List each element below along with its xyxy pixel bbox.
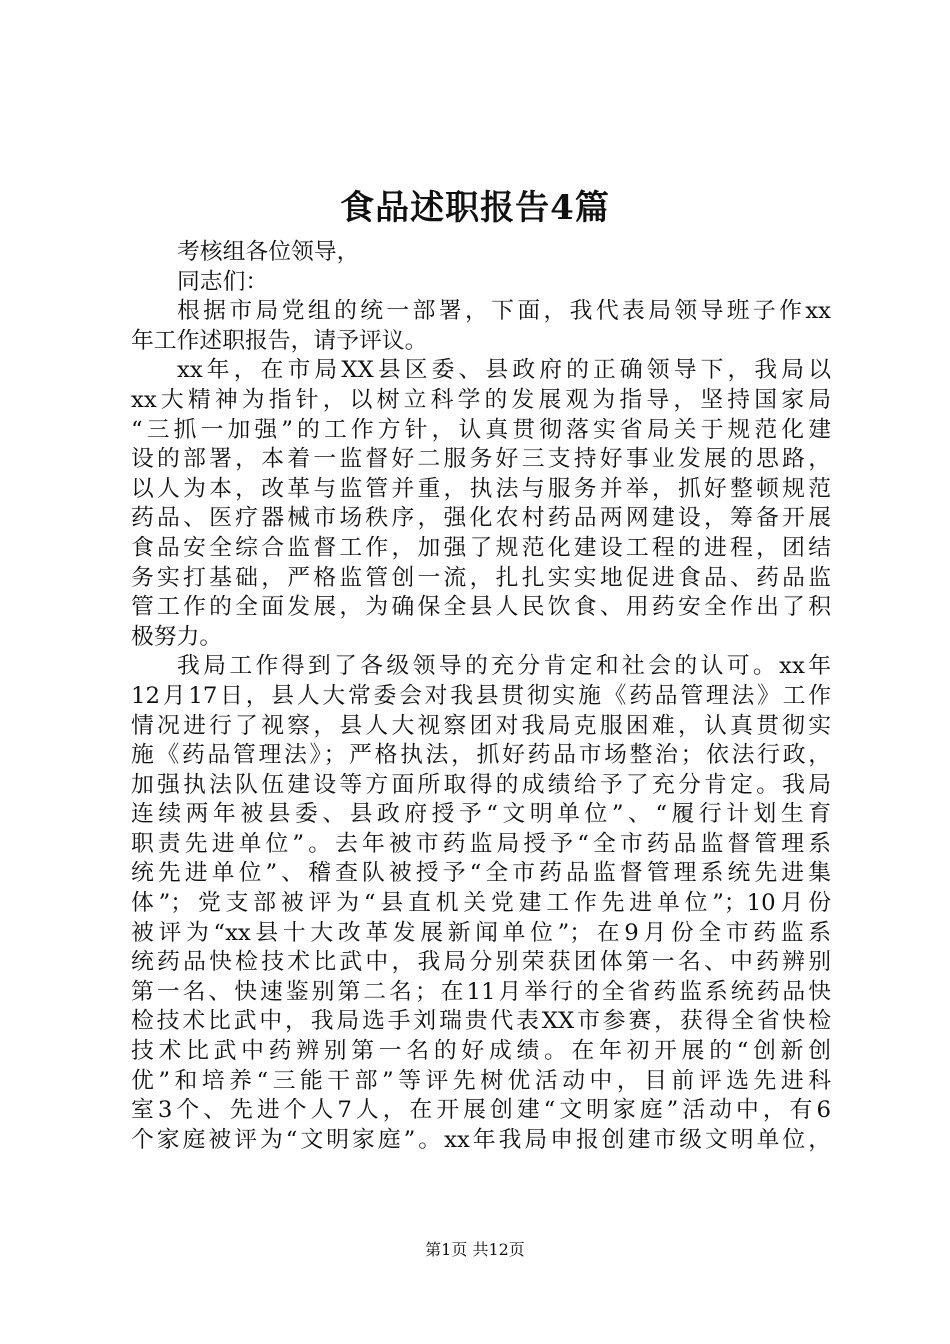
- text-line: 极努力。: [131, 623, 223, 650]
- text-line: 同志们：: [177, 268, 269, 295]
- text-line: 被评为“xx县十大改革发展新闻单位”；在9月份全市药监系: [131, 919, 831, 946]
- text-line: 药品、医疗器械市场秩序，强化农村药品两网建设，筹备开展: [131, 505, 831, 532]
- text-line: 检技术比武中，我局选手刘瑞贵代表XX市参赛，获得全省快检: [131, 1008, 831, 1035]
- text-line: 食品安全综合监督工作，加强了规范化建设工程的进程，团结: [131, 534, 831, 561]
- text-line: 加强执法队伍建设等方面所取得的成绩给予了充分肯定。我局: [131, 771, 831, 798]
- text-line: xx大精神为指针，以树立科学的发展观为指导，坚持国家局: [131, 386, 831, 413]
- text-line: xx年，在市局XX县区委、县政府的正确领导下，我局以: [177, 357, 831, 384]
- text-line: 技术比武中药辨别第一名的好成绩。在年初开展的“创新创: [131, 1038, 831, 1065]
- document-title: 食品述职报告4篇: [340, 188, 610, 228]
- text-line: 情况进行了视察，县人大视察团对我局克服困难，认真贯彻实: [131, 712, 831, 739]
- text-line: 12月17日，县人大常委会对我县贯彻实施《药品管理法》工作: [131, 682, 831, 709]
- text-line: 考核组各位领导，: [177, 239, 360, 265]
- text-line: 管工作的全面发展，为确保全县人民饮食、用药安全作出了积: [131, 594, 831, 621]
- text-line: 室3个、先进个人7人，在开展创建“文明家庭”活动中，有6: [131, 1097, 831, 1124]
- text-line: 统药品快检技术比武中，我局分别荣获团体第一名、中药辨别: [131, 949, 831, 976]
- text-line: 年工作述职报告，请予评议。: [131, 327, 428, 354]
- text-line: “三抓一加强”的工作方针，认真贯彻落实省局关于规范化建: [131, 416, 831, 443]
- text-line: 我局工作得到了各级领导的充分肯定和社会的认可。xx年: [177, 653, 831, 680]
- document-body: [131, 238, 831, 1155]
- text-line: 设的部署，本着一监督好二服务好三支持好事业发展的思路，: [131, 446, 831, 473]
- text-line: 体”；党支部被评为“县直机关党建工作先进单位”；10月份: [131, 890, 831, 917]
- text-line: 务实打基础，严格监管创一流，扎扎实实地促进食品、药品监: [131, 564, 831, 591]
- text-line: 第一名、快速鉴别第二名；在11月举行的全省药监系统药品快: [131, 978, 831, 1005]
- page-number-footer: 第1页 共12页: [425, 1240, 525, 1259]
- text-line: 个家庭被评为“文明家庭”。xx年我局申报创建市级文明单位，: [131, 1126, 831, 1153]
- text-line: 施《药品管理法》；严格执法，抓好药品市场整治；依法行政，: [131, 742, 831, 769]
- text-line: 统先进单位”、稽查队被授予“全市药品监督管理系统先进集: [131, 860, 831, 887]
- text-line: 连续两年被县委、县政府授予“文明单位”、“履行计划生育: [131, 801, 831, 828]
- text-line: 以人为本，改革与监管并重，执法与服务并举，抓好整顿规范: [131, 475, 831, 502]
- text-line: 优”和培养“三能干部”等评先树优活动中，目前评选先进科: [131, 1067, 831, 1094]
- text-line: 根据市局党组的统一部署，下面，我代表局领导班子作xx: [177, 298, 831, 325]
- text-line: 职责先进单位”。去年被市药监局授予“全市药品监督管理系: [131, 830, 831, 857]
